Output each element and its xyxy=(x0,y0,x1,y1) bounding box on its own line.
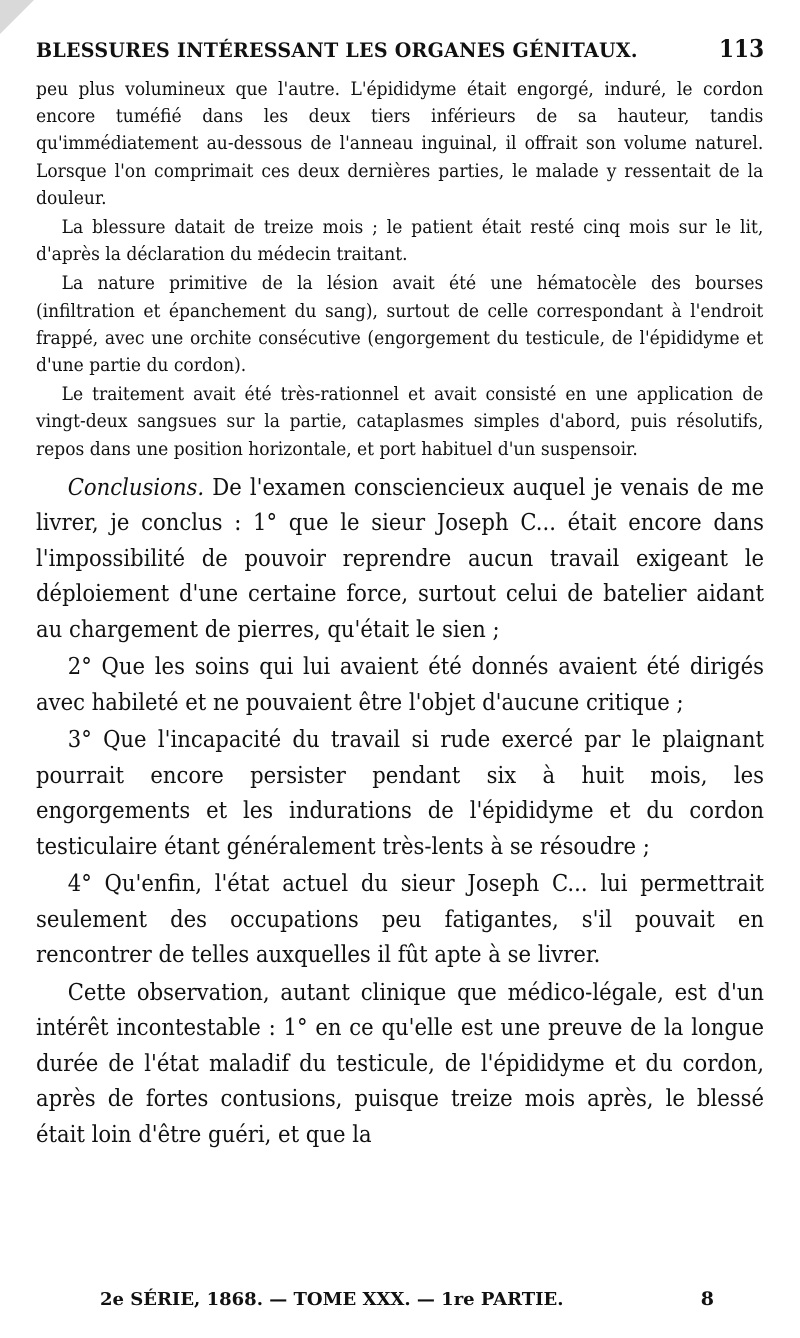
paragraph-epididyme: peu plus volumineux que l'autre. L'épididyme était engorgé, induré, le cordon encore tuméfié dans les deux tiers inférieurs de sa hauteur, tandis qu'immédiatement au-dessous de l'anneau inguinal, il offrait son volume naturel. Lorsque l'on comprimait ces deux dernières parties, le malade y ressentait de la douleur. xyxy=(36,78,764,209)
conclusions-first: De l'examen consciencieux auquel je venais de me livrer, je conclus : 1° que le sieur Joseph C... était encore dans l'impossibilité de pouvoir reprendre aucun travail exigeant le déploiement d'une certaine force, surtout celui de batelier aidant au chargement de pierres, qu'était le sien ; xyxy=(36,474,765,643)
conclusion-third: 3° Que l'incapacité du travail si rude exercé par le plaignant pourrait encore persister pendant six à huit mois, les engorgements et les indurations de l'épididyme et du cordon testiculaire étant généralement très-lents à se résoudre ; xyxy=(36,727,765,860)
paragraph-observation: Cette observation, autant clinique que médico-légale, est d'un intérêt incontestable : 1° en ce qu'elle est une preuve de la longue durée de l'état maladif du testicule, de l'épididyme et du cordon, après de fortes contusions, puisque treize mois après, le blessé était loin d'être guéri, et que la xyxy=(36,979,765,1148)
paragraph-conclusions xyxy=(36,471,764,649)
footer-signature: 8 xyxy=(700,1288,714,1310)
page-footer xyxy=(100,1288,714,1310)
page-corner-fold xyxy=(0,0,34,34)
conclusions-label: Conclusions. xyxy=(67,474,205,501)
paragraph-blessure: La blessure datait de treize mois ; le patient était resté cinq mois sur le lit, d'après la déclaration du médecin traitant. xyxy=(36,216,764,266)
running-title: BLESSURES INTÉRESSANT LES ORGANES GÉNITAUX. xyxy=(36,38,638,62)
running-header xyxy=(36,34,764,68)
paragraph-nature-lesion: La nature primitive de la lésion avait été une hématocèle des bourses (infiltration et épanchement du sang), surtout de celle correspondant à l'endroit frappé, avec une orchite consécutive (engorgement du testicule, de l'épididyme et d'une partie du cordon). xyxy=(36,272,764,377)
conclusion-fourth: 4° Qu'enfin, l'état actuel du sieur Joseph C... lui permettrait seulement des occupations peu fatigantes, s'il pouvait en rencontrer de telles auxquelles il fût apte à se livrer. xyxy=(36,871,765,969)
conclusion-second: 2° Que les soins qui lui avaient été donnés avaient été dirigés avec habileté et ne pouvaient être l'objet d'aucune critique ; xyxy=(36,654,765,716)
paragraph-traitement: Le traitement avait été très-rationnel et avait consisté en une application de vingt-deux sangsues sur la partie, cataplasmes simples d'abord, puis résolutifs, repos dans une position horizontale, et port habituel d'un suspensoir. xyxy=(36,383,764,460)
page-body xyxy=(36,76,764,1155)
page-number: 113 xyxy=(718,34,764,63)
footer-imprint: 2e SÉRIE, 1868. — TOME XXX. — 1re PARTIE. xyxy=(100,1289,564,1310)
